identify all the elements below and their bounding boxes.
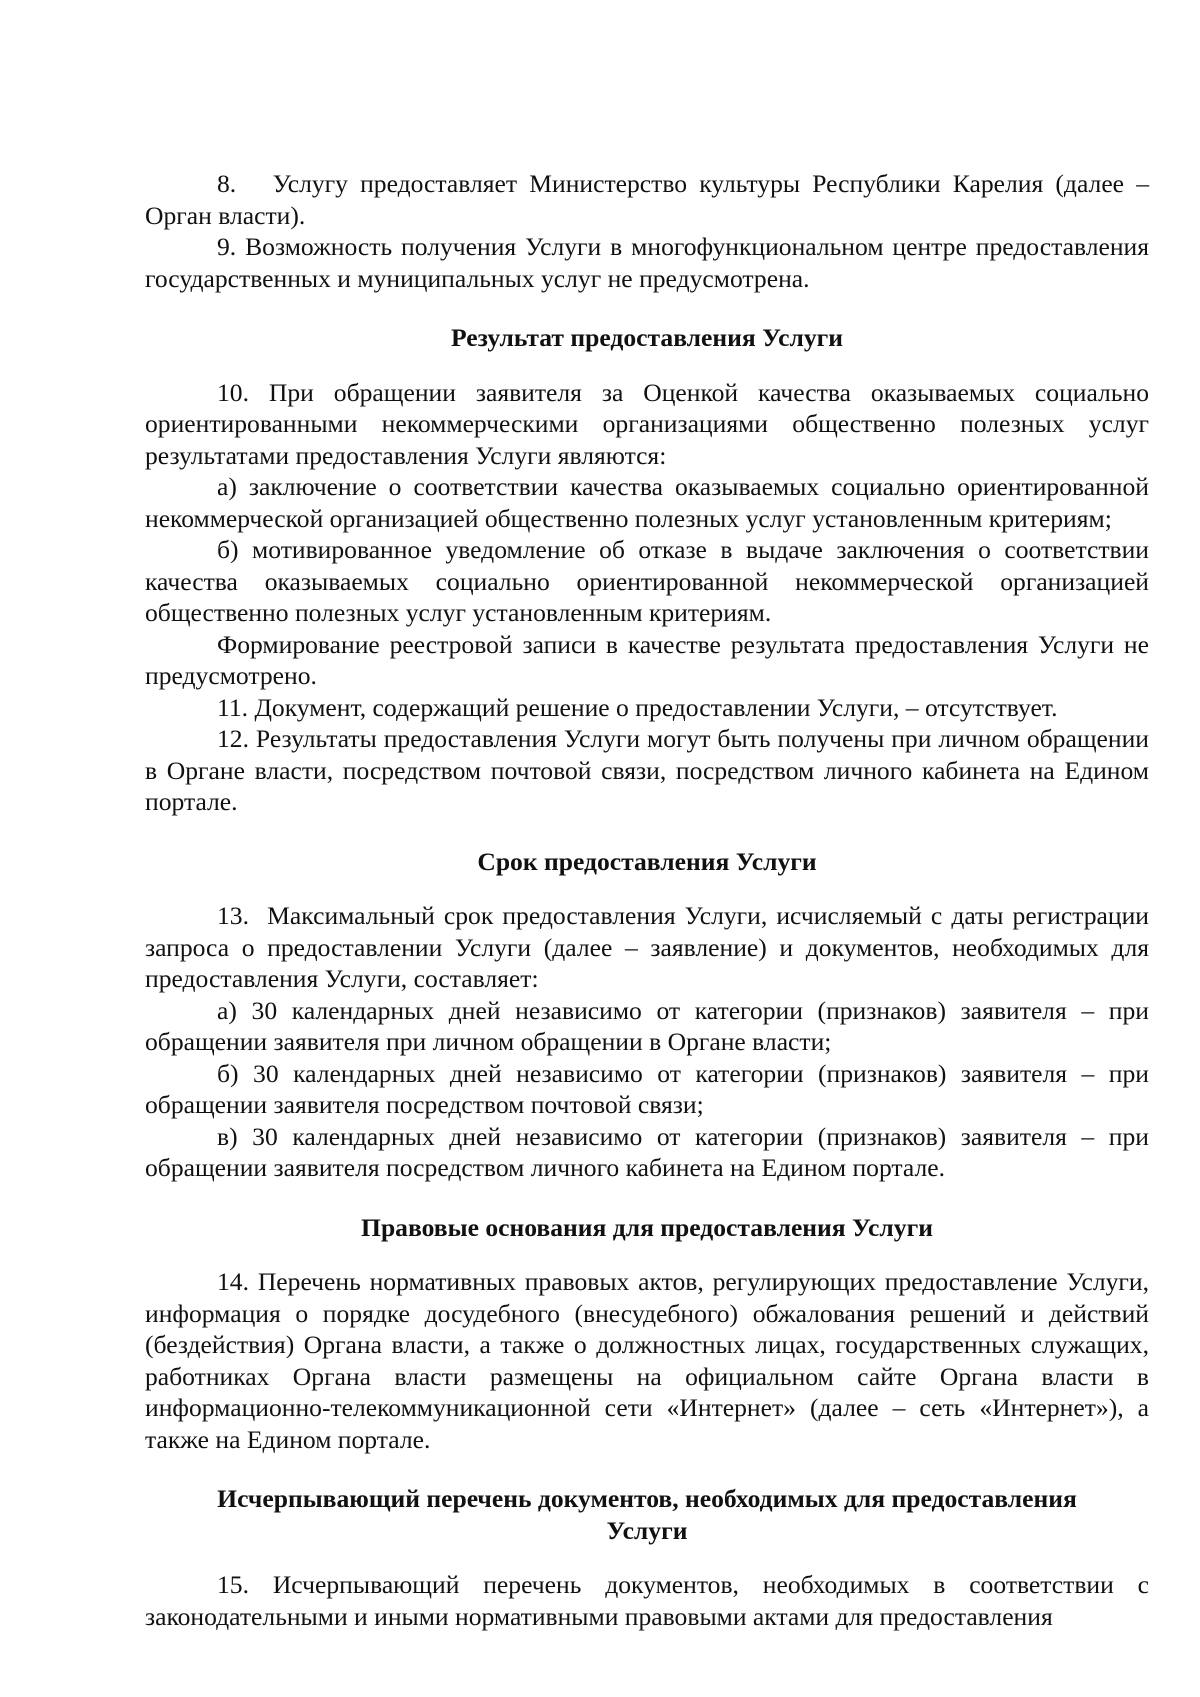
heading-result: Результат предоставления Услуги bbox=[450, 323, 844, 352]
paragraph-12: 12. Результаты предоставления Услуги могут быть получены при личном обращении в Органе власти, посредством почтовой связи, посредством личного кабинета на Едином портале. bbox=[145, 724, 1149, 816]
paragraph-11: 11. Документ, содержащий решение о предоставлении Услуги, – отсутствует. bbox=[217, 692, 1058, 722]
paragraph-8: 8. Услугу предоставляет Министерство культуры Республики Карелия (далее – Орган власти). bbox=[145, 169, 1149, 230]
heading-term: Срок предоставления Услуги bbox=[477, 846, 817, 876]
heading-legal: Правовые основания для предоставления Услуги bbox=[361, 1212, 933, 1242]
paragraph-13: 13. Максимальный срок предоставления Услуги, исчисляемый с даты регистрации запроса о предоставлении Услуги (далее – заявление) и документов, необходимых для предоставления Услуги, составляет: bbox=[145, 901, 1149, 993]
paragraph-10c: Формирование реестровой записи в качестве результата предоставления Услуги не предусмотрено. bbox=[145, 629, 1149, 690]
paragraph-13c: в) 30 календарных дней независимо от категории (признаков) заявителя – при обращении заявителя посредством личного кабинета на Едином портале. bbox=[145, 1121, 1149, 1182]
heading-docs: Исчерпывающий перечень документов, необходимых для предоставления Услуги bbox=[217, 1484, 1077, 1545]
paragraph-15: 15. Исчерпывающий перечень документов, необходимых в соответствии с законодательными и иными нормативными правовыми актами для предоставления bbox=[145, 1570, 1149, 1631]
paragraph-13b: б) 30 календарных дней независимо от категории (признаков) заявителя – при обращении заявителя посредством почтовой связи; bbox=[145, 1058, 1149, 1119]
paragraph-14: 14. Перечень нормативных правовых актов, регулирующих предоставление Услуги, информация о порядке досудебного (внесудебного) обжалования решений и действий (бездействия) Органа власти, а также о должностных лицах, государственных служащих, работниках Органа власти размещены на официальном сайте Органа власти в информационно-телекоммуникационной сети «Интернет» (далее – сеть «Интернет»), а также на Едином портале. bbox=[145, 1267, 1149, 1454]
paragraph-10b: б) мотивированное уведомление об отказе в выдаче заключения о соответствии качества оказываемых социально ориентированной некоммерческой организацией общественно полезных услуг установленным критериям. bbox=[145, 535, 1149, 627]
paragraph-13a: а) 30 календарных дней независимо от категории (признаков) заявителя – при обращении заявителя при личном обращении в Органе власти; bbox=[145, 995, 1149, 1056]
paragraph-10: 10. При обращении заявителя за Оценкой качества оказываемых социально ориентированными некоммерческими организациями общественно полезных услуг результатами предоставления Услуги являются: bbox=[145, 377, 1149, 470]
document-page bbox=[145, 168, 1149, 1632]
paragraph-9: 9. Возможность получения Услуги в многофункциональном центре предоставления государственных и муниципальных услуг не предусмотрена. bbox=[145, 232, 1149, 293]
paragraph-10a: а) заключение о соответствии качества оказываемых социально ориентированной некоммерческой организацией общественно полезных услуг установленным критериям; bbox=[145, 472, 1149, 533]
